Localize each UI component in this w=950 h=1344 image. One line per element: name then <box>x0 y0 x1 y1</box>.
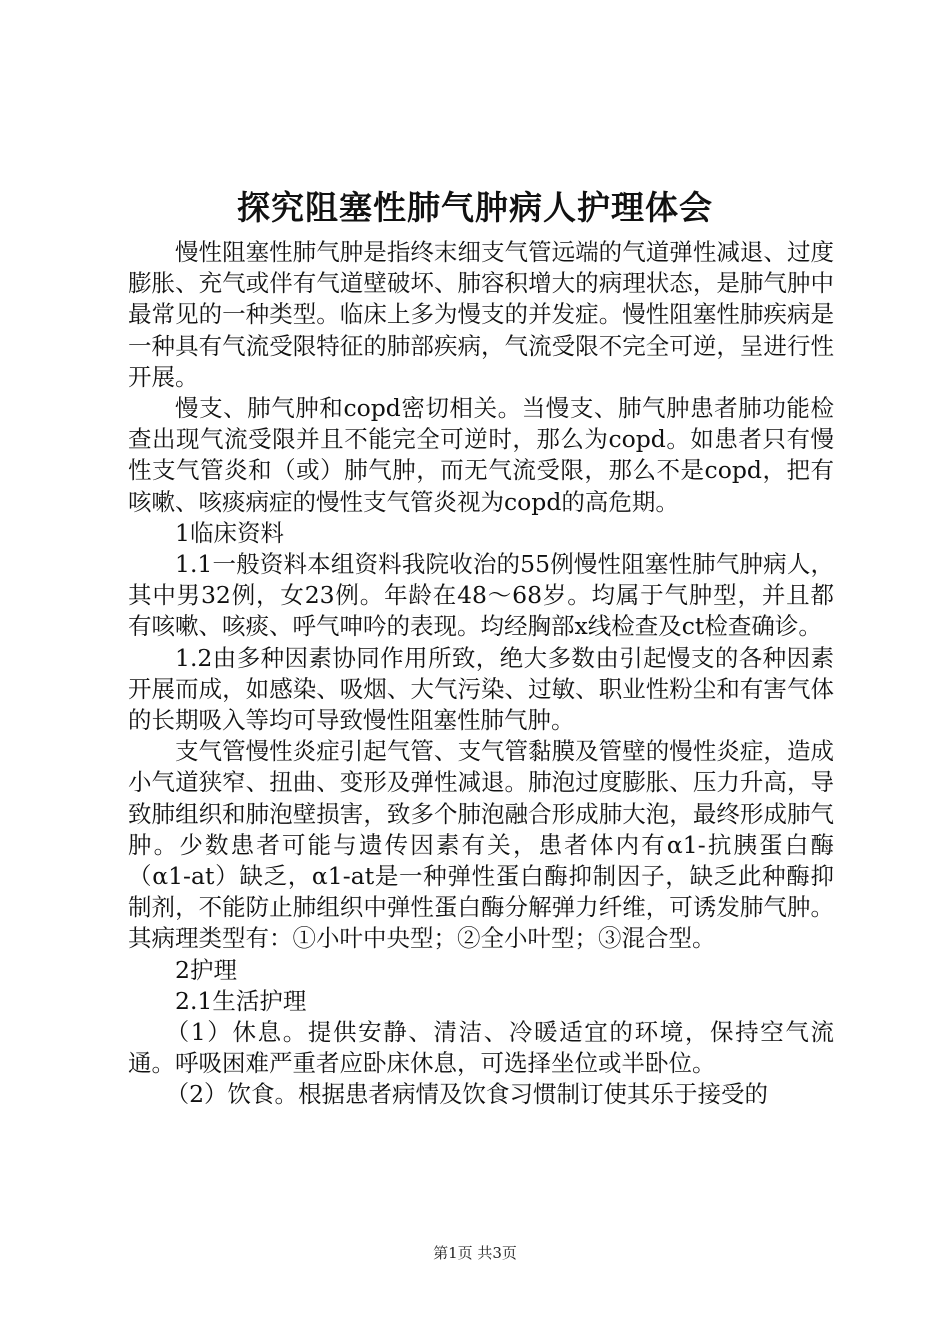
paragraph-intro: 慢性阻塞性肺气肿是指终末细支气管远端的气道弹性减退、过度膨胀、充气或伴有气道壁破坏、肺容积增大的病理状态，是肺气肿中最常见的一种类型。临床上多为慢支的并发症。慢性阻塞性肺疾病是一种具有气流受限特征的肺部疾病，气流受限不完全可逆，呈进行性开展。 <box>128 238 834 391</box>
paragraph-causes: 1.2由多种因素协同作用所致，绝大多数由引起慢支的各种因素开展而成，如感染、吸烟、大气污染、过敏、职业性粉尘和有害气体的长期吸入等均可导致慢性阻塞性肺气肿。 <box>128 643 834 735</box>
paragraph-copd-relation: 慢支、肺气肿和copd密切相关。当慢支、肺气肿患者肺功能检查出现气流受限并且不能完全可逆时，那么为copd。如患者只有慢性支气管炎和（或）肺气肿，而无气流受限，那么不是copd，把有咳嗽、咳痰病症的慢性支气管炎视为copd的高危期。 <box>128 394 834 516</box>
paragraph-diet: （2）饮食。根据患者病情及饮食习惯制订使其乐于接受的 <box>165 1080 769 1109</box>
section-heading-clinical: 1临床资料 <box>175 518 284 547</box>
document-body <box>128 237 834 1111</box>
document-title: 探究阻塞性肺气肿病人护理体会 <box>237 188 713 227</box>
subsection-heading-daily-care: 2.1生活护理 <box>175 986 307 1015</box>
paragraph-rest: （1）休息。提供安静、清洁、冷暖适宜的环境，保持空气流通。呼吸困难严重者应卧床休息，可选择坐位或半卧位。 <box>128 1018 834 1078</box>
paragraph-general-data: 1.1一般资料本组资料我院收治的55例慢性阻塞性肺气肿病人，其中男32例，女23例。年龄在48～68岁。均属于气肿型，并且都有咳嗽、咳痰、呼气呻吟的表现。均经胸部x线检查及ct检查确诊。 <box>128 550 834 641</box>
page-footer: 第1页 共3页 <box>433 1244 517 1262</box>
section-heading-nursing: 2护理 <box>175 955 237 984</box>
paragraph-pathology: 支气管慢性炎症引起气管、支气管黏膜及管壁的慢性炎症，造成小气道狭窄、扭曲、变形及弹性减退。肺泡过度膨胀、压力升高，导致肺组织和肺泡壁损害，致多个肺泡融合形成肺大泡，最终形成肺气肿。少数患者可能与遗传因素有关，患者体内有α1-抗胰蛋白酶（α1-at）缺乏，α1-at是一种弹性蛋白酶抑制因子，缺乏此种酶抑制剂，不能防止肺组织中弹性蛋白酶分解弹力纤维，可诱发肺气肿。其病理类型有：①小叶中央型；②全小叶型；③混合型。 <box>128 737 834 953</box>
